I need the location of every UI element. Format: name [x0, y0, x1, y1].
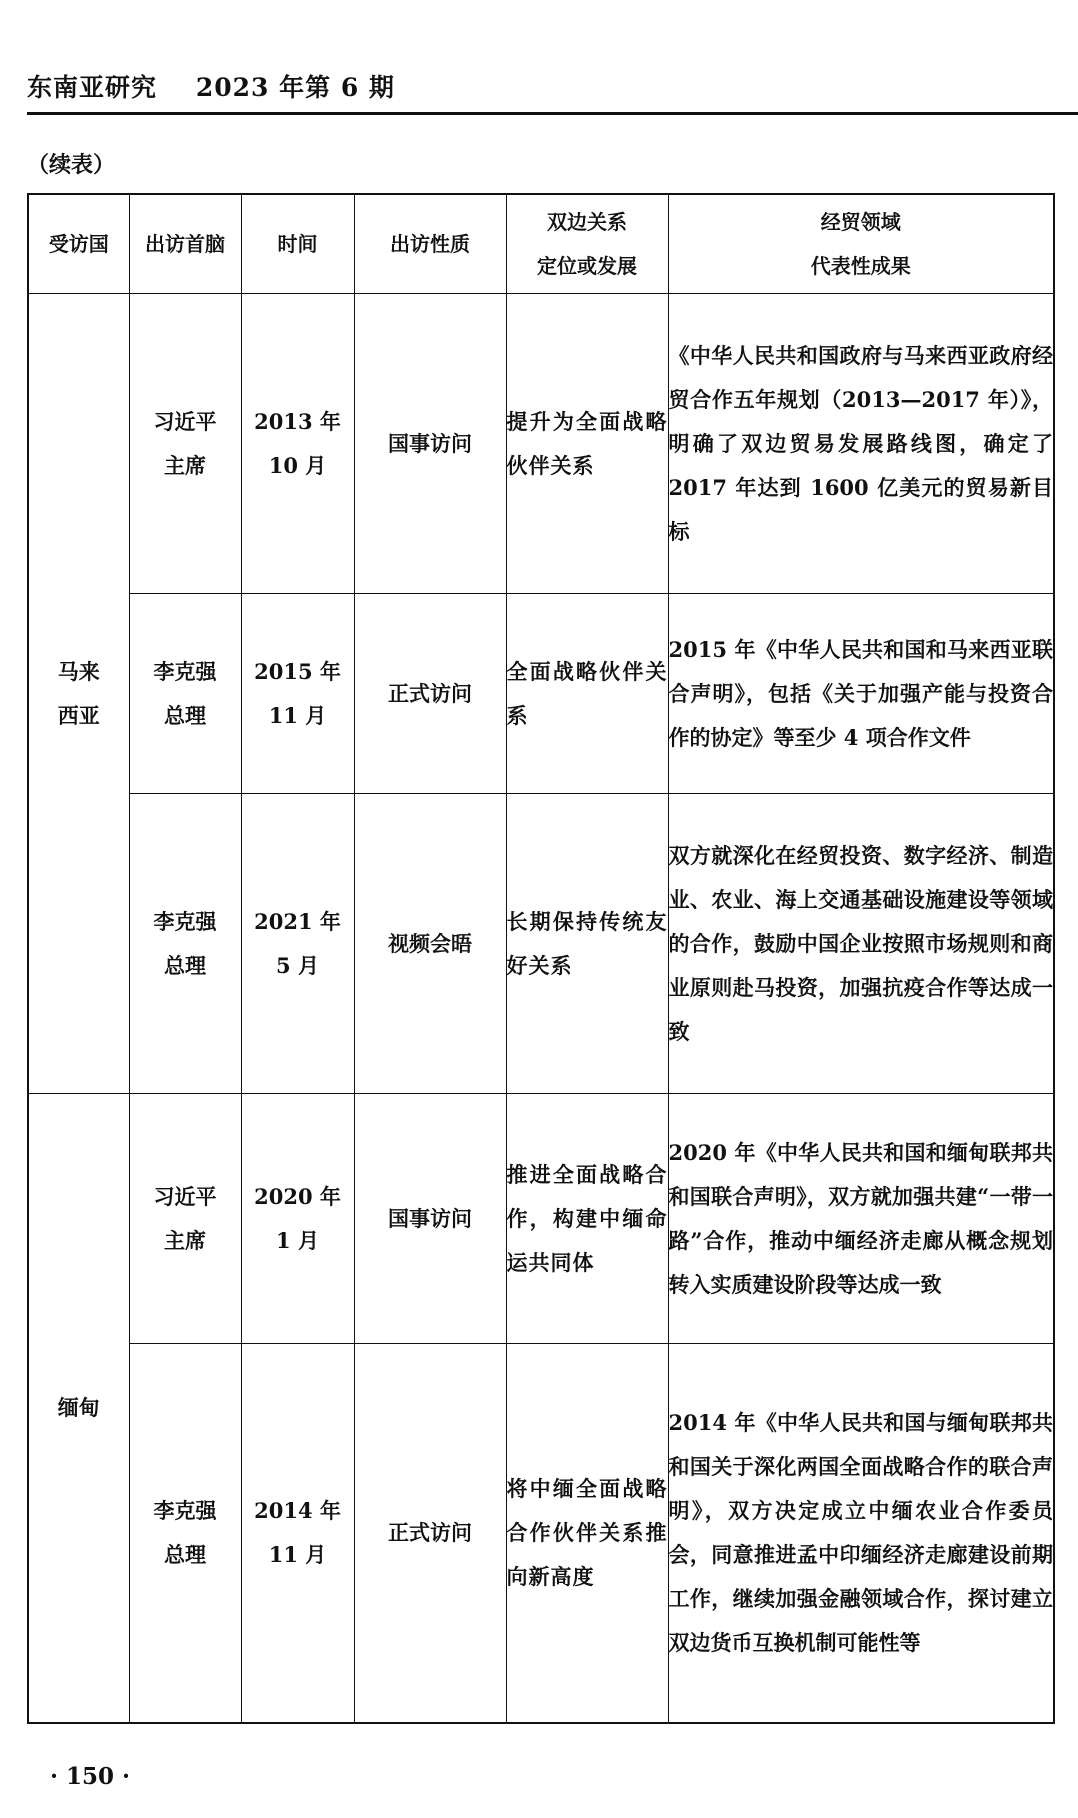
running-head: [27, 68, 395, 104]
table-row: [28, 294, 1054, 594]
relation-cell: 将中缅全面战略合作伙伴关系推向新高度: [506, 1344, 668, 1723]
outcome-cell: 双方就深化在经贸投资、数字经济、制造业、农业、海上交通基础设施建设等领域的合作，鼓励中国企业按照市场规则和商业原则赴马投资，加强抗疫合作等达成一致: [668, 794, 1054, 1094]
table-row: [28, 1094, 1054, 1344]
outcome-cell: 2015 年《中华人民共和国和马来西亚联合声明》，包括《关于加强产能与投资合作的协定》等至少 4 项合作文件: [668, 594, 1054, 794]
nature-cell: 国事访问: [354, 1094, 506, 1344]
table-continued-label: （续表）: [27, 152, 116, 178]
leader-cell: 习近平 主席: [129, 1094, 241, 1344]
time-cell: 2015 年 11 月: [241, 594, 354, 794]
time-cell: 2014 年 11 月: [241, 1344, 354, 1723]
nature-cell: 正式访问: [354, 1344, 506, 1723]
relation-cell: 提升为全面战略伙伴关系: [506, 294, 668, 594]
page-number: · 150 ·: [50, 1763, 131, 1790]
header-rule: [27, 112, 1078, 115]
table-row: [28, 1344, 1054, 1723]
table-row: [28, 594, 1054, 794]
col-header-country: 受访国: [28, 194, 129, 294]
outcome-cell: 2014 年《中华人民共和国与缅甸联邦共和国关于深化两国全面战略合作的联合声明》，双方决定成立中缅农业合作委员会，同意推进孟中印缅经济走廊建设前期工作，继续加强金融领域合作，探讨建立双边货币互换机制可能性等: [668, 1344, 1054, 1723]
country-cell: 缅甸: [28, 1094, 129, 1723]
journal-title: 东南亚研究: [27, 73, 158, 102]
col-header-relation: 双边关系 定位或发展: [506, 194, 668, 294]
visits-table: [27, 193, 1055, 1724]
col-header-leader: 出访首脑: [129, 194, 241, 294]
time-cell: 2020 年 1 月: [241, 1094, 354, 1344]
nature-cell: 视频会晤: [354, 794, 506, 1094]
outcome-cell: 2020 年《中华人民共和国和缅甸联邦共和国联合声明》，双方就加强共建“一带一路”合作，推动中缅经济走廊从概念规划转入实质建设阶段等达成一致: [668, 1094, 1054, 1344]
nature-cell: 正式访问: [354, 594, 506, 794]
country-cell: 马来 西亚: [28, 294, 129, 1094]
relation-cell: 推进全面战略合作，构建中缅命运共同体: [506, 1094, 668, 1344]
time-cell: 2021 年 5 月: [241, 794, 354, 1094]
table-header-row: [28, 194, 1054, 294]
outcome-cell: 《中华人民共和国政府与马来西亚政府经贸合作五年规划（2013—2017 年）》，明确了双边贸易发展路线图，确定了 2017 年达到 1600 亿美元的贸易新目标: [668, 294, 1054, 594]
col-header-nature: 出访性质: [354, 194, 506, 294]
table-row: [28, 794, 1054, 1094]
relation-cell: 全面战略伙伴关系: [506, 594, 668, 794]
time-cell: 2013 年 10 月: [241, 294, 354, 594]
relation-cell: 长期保持传统友好关系: [506, 794, 668, 1094]
col-header-time: 时间: [241, 194, 354, 294]
nature-cell: 国事访问: [354, 294, 506, 594]
issue-label: 2023 年第 6 期: [195, 73, 395, 102]
leader-cell: 李克强 总理: [129, 794, 241, 1094]
leader-cell: 李克强 总理: [129, 1344, 241, 1723]
leader-cell: 李克强 总理: [129, 594, 241, 794]
leader-cell: 习近平 主席: [129, 294, 241, 594]
col-header-outcome: 经贸领域 代表性成果: [668, 194, 1054, 294]
